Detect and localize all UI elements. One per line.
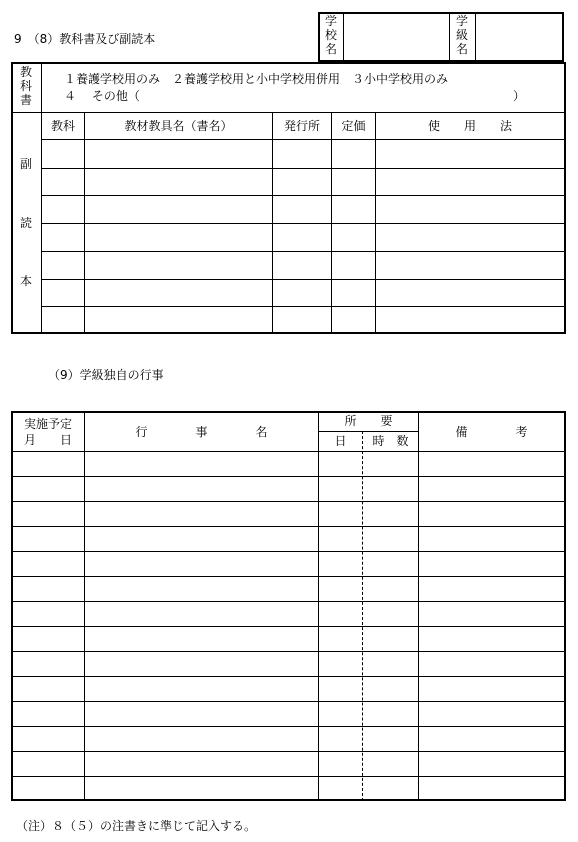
side-label-fuku: 副 [20, 157, 33, 171]
event-cell-days[interactable] [319, 452, 362, 475]
header-required: 所 要 [344, 414, 393, 428]
event-cell-hours[interactable] [363, 627, 418, 650]
reader-cell-usage[interactable] [376, 169, 564, 195]
reader-cell-material[interactable] [85, 307, 272, 333]
event-cell-hours[interactable] [363, 452, 418, 475]
header-hours: 時 数 [372, 434, 409, 448]
reader-cell-material[interactable] [85, 169, 272, 195]
textbook-label: 教 科 書 [19, 65, 32, 107]
event-cell-days[interactable] [319, 677, 362, 700]
event-cell-notes[interactable] [419, 702, 564, 725]
footnote: （注）８（５）の注書きに準じて記入する。 [16, 819, 257, 833]
event-cell-hours[interactable] [363, 677, 418, 700]
event-cell-name[interactable] [85, 577, 318, 600]
reader-cell-publisher[interactable] [273, 141, 331, 167]
header-notes: 備 考 [455, 425, 528, 439]
event-cell-hours[interactable] [363, 752, 418, 775]
event-cell-days[interactable] [319, 527, 362, 550]
event-cell-hours[interactable] [363, 602, 418, 625]
reader-cell-publisher[interactable] [273, 169, 331, 195]
event-cell-date[interactable] [12, 677, 84, 700]
school-name-field[interactable] [345, 14, 447, 60]
reader-cell-subject[interactable] [42, 307, 84, 333]
reader-cell-subject[interactable] [42, 224, 84, 250]
reader-cell-price[interactable] [332, 252, 375, 278]
event-cell-hours[interactable] [363, 727, 418, 750]
reader-cell-material[interactable] [85, 280, 272, 306]
event-cell-notes[interactable] [419, 677, 564, 700]
event-cell-name[interactable] [85, 477, 318, 500]
textbook-option-line2: ４ その他（ [64, 89, 140, 103]
event-cell-name[interactable] [85, 527, 318, 550]
class-name-field[interactable] [477, 14, 562, 60]
event-cell-days[interactable] [319, 652, 362, 675]
event-cell-notes[interactable] [419, 652, 564, 675]
event-cell-name[interactable] [85, 777, 318, 800]
reader-cell-subject[interactable] [42, 280, 84, 306]
event-cell-date[interactable] [12, 752, 84, 775]
event-cell-hours[interactable] [363, 527, 418, 550]
event-cell-days[interactable] [319, 752, 362, 775]
event-cell-date[interactable] [12, 602, 84, 625]
event-cell-notes[interactable] [419, 602, 564, 625]
reader-cell-material[interactable] [85, 224, 272, 250]
reader-cell-publisher[interactable] [273, 307, 331, 333]
reader-cell-subject[interactable] [42, 252, 84, 278]
header-event-name: 行 事 名 [135, 425, 268, 439]
textbook-option-line1: １養護学校用のみ ２養護学校用と小中学校用併用 ３小中学校用のみ [64, 72, 449, 86]
event-cell-notes[interactable] [419, 477, 564, 500]
event-cell-hours[interactable] [363, 777, 418, 800]
class-name-label: 学 級 名 [455, 14, 468, 56]
event-cell-name[interactable] [85, 752, 318, 775]
event-cell-date[interactable] [12, 527, 84, 550]
header-material-name: 教材教具名（書名） [124, 119, 233, 133]
reader-cell-subject[interactable] [42, 196, 84, 222]
event-cell-notes[interactable] [419, 577, 564, 600]
event-cell-name[interactable] [85, 627, 318, 650]
header-month-day: 月 日 [23, 433, 72, 447]
school-name-label: 学 校 名 [324, 14, 337, 56]
event-cell-date[interactable] [12, 477, 84, 500]
event-cell-notes[interactable] [419, 727, 564, 750]
event-cell-name[interactable] [85, 552, 318, 575]
reader-cell-usage[interactable] [376, 307, 564, 333]
reader-cell-subject[interactable] [42, 141, 84, 167]
event-cell-days[interactable] [319, 777, 362, 800]
event-cell-date[interactable] [12, 727, 84, 750]
event-cell-name[interactable] [85, 502, 318, 525]
event-cell-notes[interactable] [419, 502, 564, 525]
section-title: 9 （8）教科書及び副読本 [14, 32, 156, 46]
reader-cell-price[interactable] [332, 224, 375, 250]
event-cell-date[interactable] [12, 627, 84, 650]
event-cell-date[interactable] [12, 577, 84, 600]
reader-cell-usage[interactable] [376, 196, 564, 222]
event-cell-days[interactable] [319, 502, 362, 525]
reader-cell-publisher[interactable] [273, 196, 331, 222]
header-days: 日 [334, 434, 347, 448]
event-cell-notes[interactable] [419, 752, 564, 775]
event-cell-days[interactable] [319, 577, 362, 600]
reader-cell-material[interactable] [85, 141, 272, 167]
event-cell-notes[interactable] [419, 777, 564, 800]
reader-cell-subject[interactable] [42, 169, 84, 195]
event-cell-notes[interactable] [419, 527, 564, 550]
event-cell-days[interactable] [319, 552, 362, 575]
event-cell-days[interactable] [319, 602, 362, 625]
event-cell-name[interactable] [85, 652, 318, 675]
reader-cell-publisher[interactable] [273, 252, 331, 278]
event-cell-date[interactable] [12, 502, 84, 525]
header-subject: 教科 [50, 119, 75, 133]
header-usage: 使 用 法 [427, 119, 512, 133]
reader-cell-usage[interactable] [376, 280, 564, 306]
event-cell-days[interactable] [319, 477, 362, 500]
header-publisher: 発行所 [283, 119, 320, 133]
reader-cell-price[interactable] [332, 280, 375, 306]
event-cell-hours[interactable] [363, 577, 418, 600]
event-cell-name[interactable] [85, 602, 318, 625]
event-cell-days[interactable] [319, 627, 362, 650]
event-cell-days[interactable] [319, 702, 362, 725]
reader-cell-material[interactable] [85, 252, 272, 278]
reader-cell-usage[interactable] [376, 252, 564, 278]
reader-cell-publisher[interactable] [273, 224, 331, 250]
event-cell-hours[interactable] [363, 652, 418, 675]
event-cell-name[interactable] [85, 452, 318, 475]
side-label-hon: 本 [20, 274, 33, 288]
event-cell-date[interactable] [12, 702, 84, 725]
header-planned-date: 実施予定 [23, 417, 72, 431]
event-cell-hours[interactable] [363, 477, 418, 500]
event-cell-date[interactable] [12, 777, 84, 800]
event-cell-date[interactable] [12, 452, 84, 475]
side-label-doku: 読 [20, 216, 33, 230]
event-cell-name[interactable] [85, 727, 318, 750]
header-price: 定価 [341, 119, 366, 133]
textbook-option-close: ） [513, 89, 526, 103]
reader-cell-price[interactable] [332, 196, 375, 222]
event-cell-name[interactable] [85, 677, 318, 700]
event-cell-hours[interactable] [363, 552, 418, 575]
events-title: （9）学級独自の行事 [48, 368, 164, 382]
event-cell-notes[interactable] [419, 627, 564, 650]
reader-cell-publisher[interactable] [273, 280, 331, 306]
reader-cell-material[interactable] [85, 196, 272, 222]
event-cell-name[interactable] [85, 702, 318, 725]
event-cell-date[interactable] [12, 552, 84, 575]
reader-cell-usage[interactable] [376, 141, 564, 167]
reader-cell-price[interactable] [332, 169, 375, 195]
event-cell-hours[interactable] [363, 702, 418, 725]
reader-cell-price[interactable] [332, 307, 375, 333]
event-cell-hours[interactable] [363, 502, 418, 525]
reader-cell-usage[interactable] [376, 224, 564, 250]
event-cell-days[interactable] [319, 727, 362, 750]
reader-cell-price[interactable] [332, 141, 375, 167]
textbook-other-field[interactable] [160, 88, 510, 104]
event-cell-notes[interactable] [419, 452, 564, 475]
event-cell-notes[interactable] [419, 552, 564, 575]
event-cell-date[interactable] [12, 652, 84, 675]
